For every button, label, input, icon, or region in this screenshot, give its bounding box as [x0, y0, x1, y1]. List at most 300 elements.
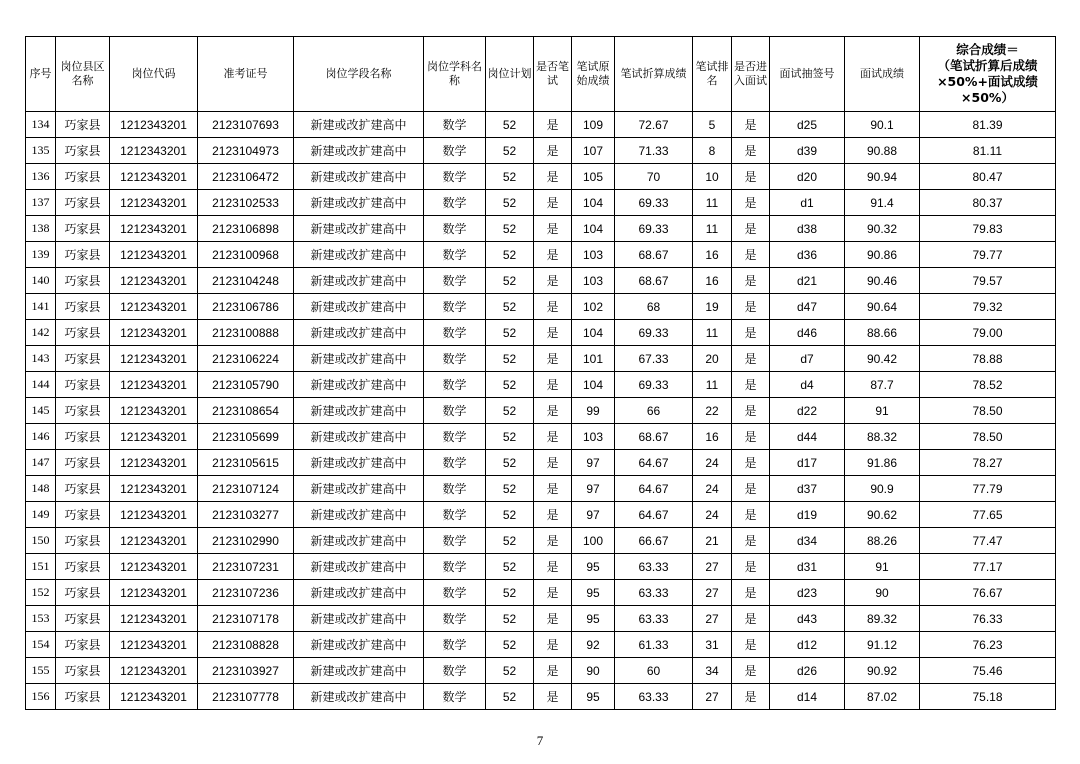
cell-rank: 27: [693, 554, 732, 580]
cell-interview-score: 91.86: [845, 450, 920, 476]
cell-exam-no: 2123103927: [198, 658, 294, 684]
cell-total-score: 77.17: [920, 554, 1056, 580]
cell-stage: 新建或改扩建高中: [294, 684, 424, 710]
cell-converted-score: 63.33: [615, 554, 693, 580]
cell-subject: 数学: [424, 554, 486, 580]
cell-subject: 数学: [424, 268, 486, 294]
cell-stage: 新建或改扩建高中: [294, 632, 424, 658]
cell-seq: 144: [26, 372, 56, 398]
cell-seq: 149: [26, 502, 56, 528]
cell-post-code: 1212343201: [110, 424, 198, 450]
table-row: [26, 320, 1056, 346]
score-table: [25, 36, 1056, 710]
header-converted-score: 笔试折算成绩: [615, 37, 693, 112]
cell-rank: 24: [693, 502, 732, 528]
cell-subject: 数学: [424, 216, 486, 242]
cell-plan: 52: [486, 424, 534, 450]
cell-interview-flag: 是: [732, 294, 770, 320]
cell-county: 巧家县: [56, 476, 110, 502]
cell-subject: 数学: [424, 424, 486, 450]
cell-converted-score: 60: [615, 658, 693, 684]
cell-interview-score: 91: [845, 398, 920, 424]
cell-converted-score: 64.67: [615, 502, 693, 528]
cell-interview-flag: 是: [732, 580, 770, 606]
cell-interview-score: 87.02: [845, 684, 920, 710]
cell-lot-number: d34: [770, 528, 845, 554]
cell-converted-score: 61.33: [615, 632, 693, 658]
cell-post-code: 1212343201: [110, 580, 198, 606]
page-number: 7: [536, 733, 544, 748]
cell-raw-score: 95: [572, 554, 615, 580]
cell-rank: 11: [693, 320, 732, 346]
cell-interview-flag: 是: [732, 320, 770, 346]
cell-converted-score: 63.33: [615, 606, 693, 632]
cell-interview-flag: 是: [732, 268, 770, 294]
cell-total-score: 79.83: [920, 216, 1056, 242]
cell-interview-score: 91: [845, 554, 920, 580]
cell-plan: 52: [486, 242, 534, 268]
cell-converted-score: 69.33: [615, 320, 693, 346]
cell-written-flag: 是: [534, 424, 572, 450]
cell-county: 巧家县: [56, 242, 110, 268]
cell-interview-score: 91.4: [845, 190, 920, 216]
cell-lot-number: d7: [770, 346, 845, 372]
cell-exam-no: 2123106472: [198, 164, 294, 190]
cell-subject: 数学: [424, 138, 486, 164]
cell-raw-score: 104: [572, 190, 615, 216]
cell-lot-number: d31: [770, 554, 845, 580]
table-row: [26, 684, 1056, 710]
cell-lot-number: d36: [770, 242, 845, 268]
cell-converted-score: 69.33: [615, 372, 693, 398]
cell-lot-number: d22: [770, 398, 845, 424]
cell-lot-number: d20: [770, 164, 845, 190]
cell-interview-flag: 是: [732, 528, 770, 554]
table-row: [26, 632, 1056, 658]
cell-subject: 数学: [424, 164, 486, 190]
cell-post-code: 1212343201: [110, 346, 198, 372]
cell-lot-number: d38: [770, 216, 845, 242]
cell-exam-no: 2123106898: [198, 216, 294, 242]
cell-written-flag: 是: [534, 294, 572, 320]
cell-written-flag: 是: [534, 580, 572, 606]
cell-raw-score: 90: [572, 658, 615, 684]
cell-interview-flag: 是: [732, 554, 770, 580]
cell-post-code: 1212343201: [110, 398, 198, 424]
cell-raw-score: 104: [572, 320, 615, 346]
cell-total-score: 79.32: [920, 294, 1056, 320]
cell-exam-no: 2123107778: [198, 684, 294, 710]
cell-rank: 27: [693, 580, 732, 606]
cell-written-flag: 是: [534, 268, 572, 294]
cell-subject: 数学: [424, 346, 486, 372]
cell-rank: 21: [693, 528, 732, 554]
cell-converted-score: 69.33: [615, 190, 693, 216]
cell-interview-flag: 是: [732, 190, 770, 216]
cell-interview-score: 88.32: [845, 424, 920, 450]
cell-lot-number: d12: [770, 632, 845, 658]
cell-stage: 新建或改扩建高中: [294, 398, 424, 424]
cell-raw-score: 97: [572, 476, 615, 502]
cell-total-score: 75.18: [920, 684, 1056, 710]
cell-plan: 52: [486, 658, 534, 684]
table-row: [26, 242, 1056, 268]
header-interview-flag: 是否进入面试: [732, 37, 770, 112]
cell-interview-flag: 是: [732, 398, 770, 424]
cell-raw-score: 95: [572, 606, 615, 632]
cell-interview-flag: 是: [732, 450, 770, 476]
cell-written-flag: 是: [534, 112, 572, 138]
cell-raw-score: 92: [572, 632, 615, 658]
cell-interview-flag: 是: [732, 424, 770, 450]
cell-rank: 11: [693, 372, 732, 398]
cell-total-score: 80.47: [920, 164, 1056, 190]
cell-converted-score: 68.67: [615, 242, 693, 268]
cell-raw-score: 103: [572, 242, 615, 268]
cell-raw-score: 103: [572, 268, 615, 294]
cell-written-flag: 是: [534, 606, 572, 632]
cell-interview-score: 90.42: [845, 346, 920, 372]
cell-total-score: 78.50: [920, 424, 1056, 450]
header-total-score: [920, 37, 1056, 112]
cell-raw-score: 109: [572, 112, 615, 138]
cell-post-code: 1212343201: [110, 684, 198, 710]
cell-subject: 数学: [424, 528, 486, 554]
cell-subject: 数学: [424, 320, 486, 346]
cell-stage: 新建或改扩建高中: [294, 320, 424, 346]
cell-plan: 52: [486, 320, 534, 346]
cell-rank: 16: [693, 424, 732, 450]
cell-lot-number: d4: [770, 372, 845, 398]
table-row: [26, 294, 1056, 320]
cell-interview-flag: 是: [732, 112, 770, 138]
cell-stage: 新建或改扩建高中: [294, 424, 424, 450]
cell-county: 巧家县: [56, 294, 110, 320]
cell-stage: 新建或改扩建高中: [294, 242, 424, 268]
cell-raw-score: 102: [572, 294, 615, 320]
cell-lot-number: d47: [770, 294, 845, 320]
cell-lot-number: d17: [770, 450, 845, 476]
cell-total-score: 78.50: [920, 398, 1056, 424]
cell-exam-no: 2123102990: [198, 528, 294, 554]
table-row: [26, 190, 1056, 216]
cell-rank: 19: [693, 294, 732, 320]
cell-seq: 146: [26, 424, 56, 450]
cell-lot-number: d1: [770, 190, 845, 216]
header-subject: 岗位学科名称: [424, 37, 486, 112]
cell-post-code: 1212343201: [110, 320, 198, 346]
cell-exam-no: 2123104248: [198, 268, 294, 294]
cell-post-code: 1212343201: [110, 632, 198, 658]
table-row: [26, 216, 1056, 242]
cell-lot-number: d39: [770, 138, 845, 164]
cell-post-code: 1212343201: [110, 450, 198, 476]
cell-interview-flag: 是: [732, 632, 770, 658]
cell-plan: 52: [486, 502, 534, 528]
cell-interview-flag: 是: [732, 346, 770, 372]
cell-lot-number: d44: [770, 424, 845, 450]
cell-subject: 数学: [424, 450, 486, 476]
cell-seq: 155: [26, 658, 56, 684]
cell-converted-score: 66: [615, 398, 693, 424]
header-total-line-1: 综合成绩＝: [956, 42, 1019, 57]
cell-post-code: 1212343201: [110, 658, 198, 684]
cell-subject: 数学: [424, 242, 486, 268]
cell-exam-no: 2123103277: [198, 502, 294, 528]
cell-county: 巧家县: [56, 112, 110, 138]
cell-county: 巧家县: [56, 138, 110, 164]
cell-written-flag: 是: [534, 398, 572, 424]
cell-seq: 141: [26, 294, 56, 320]
cell-seq: 139: [26, 242, 56, 268]
cell-stage: 新建或改扩建高中: [294, 658, 424, 684]
table-row: [26, 554, 1056, 580]
cell-interview-flag: 是: [732, 606, 770, 632]
cell-seq: 140: [26, 268, 56, 294]
cell-written-flag: 是: [534, 476, 572, 502]
cell-raw-score: 107: [572, 138, 615, 164]
cell-lot-number: d19: [770, 502, 845, 528]
cell-written-flag: 是: [534, 528, 572, 554]
cell-interview-flag: 是: [732, 164, 770, 190]
cell-county: 巧家县: [56, 684, 110, 710]
header-county: 岗位县区名称: [56, 37, 110, 112]
cell-seq: 137: [26, 190, 56, 216]
cell-interview-score: 89.32: [845, 606, 920, 632]
cell-raw-score: 97: [572, 450, 615, 476]
cell-post-code: 1212343201: [110, 294, 198, 320]
cell-raw-score: 103: [572, 424, 615, 450]
cell-exam-no: 2123105790: [198, 372, 294, 398]
cell-total-score: 78.88: [920, 346, 1056, 372]
cell-plan: 52: [486, 138, 534, 164]
cell-county: 巧家县: [56, 606, 110, 632]
cell-lot-number: d46: [770, 320, 845, 346]
cell-stage: 新建或改扩建高中: [294, 216, 424, 242]
cell-raw-score: 101: [572, 346, 615, 372]
cell-stage: 新建或改扩建高中: [294, 164, 424, 190]
cell-post-code: 1212343201: [110, 554, 198, 580]
cell-converted-score: 68: [615, 294, 693, 320]
cell-county: 巧家县: [56, 424, 110, 450]
cell-seq: 154: [26, 632, 56, 658]
cell-interview-score: 90.92: [845, 658, 920, 684]
cell-post-code: 1212343201: [110, 476, 198, 502]
cell-exam-no: 2123106786: [198, 294, 294, 320]
table-row: [26, 112, 1056, 138]
cell-lot-number: d14: [770, 684, 845, 710]
cell-seq: 152: [26, 580, 56, 606]
header-exam-no: 准考证号: [198, 37, 294, 112]
cell-interview-score: 90.32: [845, 216, 920, 242]
cell-subject: 数学: [424, 658, 486, 684]
cell-converted-score: 63.33: [615, 684, 693, 710]
cell-converted-score: 68.67: [615, 268, 693, 294]
cell-post-code: 1212343201: [110, 268, 198, 294]
cell-exam-no: 2123107236: [198, 580, 294, 606]
cell-seq: 143: [26, 346, 56, 372]
cell-written-flag: 是: [534, 554, 572, 580]
cell-raw-score: 97: [572, 502, 615, 528]
cell-total-score: 81.11: [920, 138, 1056, 164]
cell-county: 巧家县: [56, 216, 110, 242]
cell-total-score: 77.79: [920, 476, 1056, 502]
cell-plan: 52: [486, 528, 534, 554]
cell-interview-score: 90.1: [845, 112, 920, 138]
cell-seq: 142: [26, 320, 56, 346]
table-row: [26, 138, 1056, 164]
cell-total-score: 79.57: [920, 268, 1056, 294]
cell-post-code: 1212343201: [110, 164, 198, 190]
header-total-line-3: ×50%+面试成绩: [937, 74, 1038, 89]
cell-interview-score: 90.62: [845, 502, 920, 528]
cell-written-flag: 是: [534, 502, 572, 528]
header-total-line-4: ×50%）: [961, 90, 1014, 105]
cell-exam-no: 2123108828: [198, 632, 294, 658]
cell-post-code: 1212343201: [110, 190, 198, 216]
cell-subject: 数学: [424, 372, 486, 398]
cell-raw-score: 95: [572, 684, 615, 710]
table-row: [26, 476, 1056, 502]
cell-converted-score: 64.67: [615, 476, 693, 502]
cell-stage: 新建或改扩建高中: [294, 138, 424, 164]
cell-county: 巧家县: [56, 502, 110, 528]
cell-subject: 数学: [424, 502, 486, 528]
cell-stage: 新建或改扩建高中: [294, 268, 424, 294]
cell-stage: 新建或改扩建高中: [294, 190, 424, 216]
cell-stage: 新建或改扩建高中: [294, 112, 424, 138]
cell-county: 巧家县: [56, 346, 110, 372]
cell-post-code: 1212343201: [110, 606, 198, 632]
cell-written-flag: 是: [534, 632, 572, 658]
cell-interview-score: 90: [845, 580, 920, 606]
cell-subject: 数学: [424, 398, 486, 424]
cell-rank: 5: [693, 112, 732, 138]
cell-rank: 24: [693, 450, 732, 476]
cell-seq: 156: [26, 684, 56, 710]
cell-stage: 新建或改扩建高中: [294, 372, 424, 398]
cell-seq: 135: [26, 138, 56, 164]
cell-interview-score: 91.12: [845, 632, 920, 658]
cell-exam-no: 2123100968: [198, 242, 294, 268]
cell-subject: 数学: [424, 190, 486, 216]
cell-converted-score: 68.67: [615, 424, 693, 450]
cell-seq: 145: [26, 398, 56, 424]
cell-plan: 52: [486, 112, 534, 138]
cell-plan: 52: [486, 216, 534, 242]
cell-interview-score: 90.64: [845, 294, 920, 320]
cell-plan: 52: [486, 554, 534, 580]
cell-total-score: 81.39: [920, 112, 1056, 138]
cell-county: 巧家县: [56, 268, 110, 294]
cell-stage: 新建或改扩建高中: [294, 294, 424, 320]
cell-lot-number: d43: [770, 606, 845, 632]
cell-rank: 20: [693, 346, 732, 372]
cell-converted-score: 63.33: [615, 580, 693, 606]
cell-total-score: 79.77: [920, 242, 1056, 268]
cell-post-code: 1212343201: [110, 138, 198, 164]
cell-total-score: 77.65: [920, 502, 1056, 528]
cell-raw-score: 95: [572, 580, 615, 606]
cell-written-flag: 是: [534, 450, 572, 476]
cell-seq: 134: [26, 112, 56, 138]
cell-county: 巧家县: [56, 372, 110, 398]
cell-interview-flag: 是: [732, 216, 770, 242]
table-row: [26, 528, 1056, 554]
table-row: [26, 346, 1056, 372]
cell-seq: 151: [26, 554, 56, 580]
cell-stage: 新建或改扩建高中: [294, 580, 424, 606]
cell-plan: 52: [486, 164, 534, 190]
cell-exam-no: 2123108654: [198, 398, 294, 424]
header-written-flag: 是否笔试: [534, 37, 572, 112]
cell-exam-no: 2123107231: [198, 554, 294, 580]
cell-rank: 34: [693, 658, 732, 684]
cell-converted-score: 66.67: [615, 528, 693, 554]
cell-exam-no: 2123100888: [198, 320, 294, 346]
cell-interview-score: 90.9: [845, 476, 920, 502]
cell-lot-number: d25: [770, 112, 845, 138]
cell-raw-score: 105: [572, 164, 615, 190]
cell-post-code: 1212343201: [110, 242, 198, 268]
cell-lot-number: d37: [770, 476, 845, 502]
cell-post-code: 1212343201: [110, 216, 198, 242]
cell-rank: 10: [693, 164, 732, 190]
cell-county: 巧家县: [56, 164, 110, 190]
cell-written-flag: 是: [534, 320, 572, 346]
cell-post-code: 1212343201: [110, 528, 198, 554]
header-post-code: 岗位代码: [110, 37, 198, 112]
cell-lot-number: d26: [770, 658, 845, 684]
cell-interview-flag: 是: [732, 502, 770, 528]
cell-rank: 27: [693, 684, 732, 710]
cell-subject: 数学: [424, 684, 486, 710]
cell-exam-no: 2123107178: [198, 606, 294, 632]
cell-written-flag: 是: [534, 684, 572, 710]
cell-seq: 136: [26, 164, 56, 190]
cell-county: 巧家县: [56, 190, 110, 216]
cell-stage: 新建或改扩建高中: [294, 450, 424, 476]
cell-post-code: 1212343201: [110, 502, 198, 528]
cell-lot-number: d23: [770, 580, 845, 606]
cell-rank: 31: [693, 632, 732, 658]
table-row: [26, 658, 1056, 684]
header-rank: 笔试排名: [693, 37, 732, 112]
cell-exam-no: 2123105699: [198, 424, 294, 450]
cell-subject: 数学: [424, 476, 486, 502]
cell-written-flag: 是: [534, 346, 572, 372]
cell-rank: 11: [693, 190, 732, 216]
cell-plan: 52: [486, 606, 534, 632]
cell-written-flag: 是: [534, 658, 572, 684]
cell-county: 巧家县: [56, 320, 110, 346]
cell-plan: 52: [486, 294, 534, 320]
cell-exam-no: 2123107693: [198, 112, 294, 138]
cell-stage: 新建或改扩建高中: [294, 554, 424, 580]
cell-county: 巧家县: [56, 528, 110, 554]
cell-interview-score: 90.94: [845, 164, 920, 190]
cell-subject: 数学: [424, 112, 486, 138]
cell-county: 巧家县: [56, 580, 110, 606]
cell-total-score: 76.23: [920, 632, 1056, 658]
cell-raw-score: 99: [572, 398, 615, 424]
cell-exam-no: 2123104973: [198, 138, 294, 164]
cell-seq: 153: [26, 606, 56, 632]
cell-rank: 16: [693, 242, 732, 268]
cell-seq: 148: [26, 476, 56, 502]
cell-rank: 24: [693, 476, 732, 502]
cell-interview-flag: 是: [732, 242, 770, 268]
